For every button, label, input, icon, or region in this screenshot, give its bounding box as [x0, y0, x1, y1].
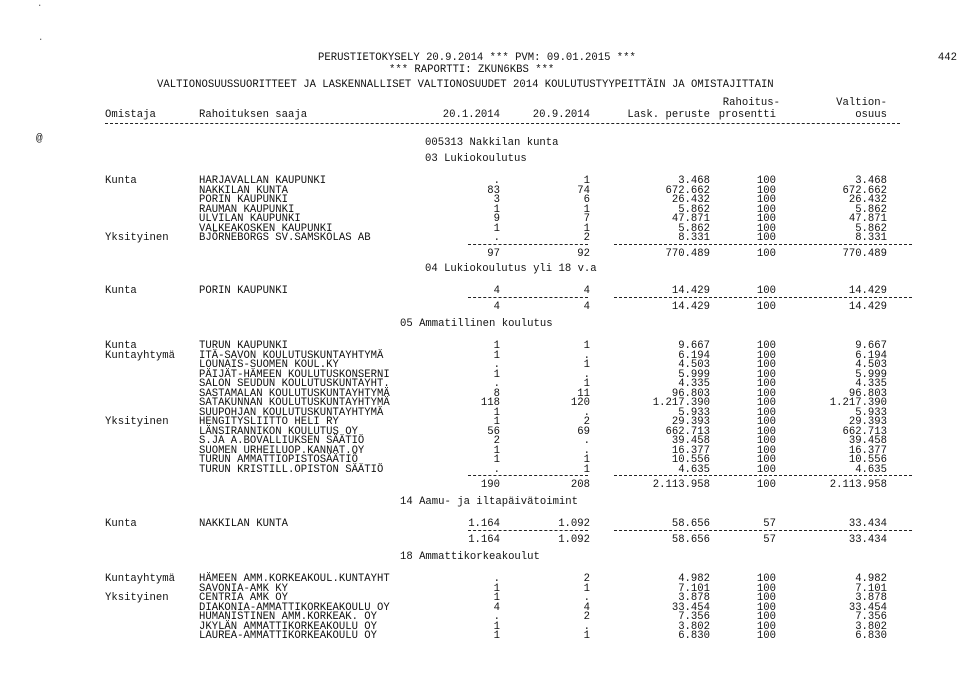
row-base: 14.429 [671, 285, 710, 297]
row-name: VALKEAKOSKEN KAUPUNKI [199, 222, 333, 235]
row-name: HENGITYSLIITTO HELI RY [199, 416, 339, 428]
row-name: HÄMEEN AMM.KORKEAKOUL.KUNTAYHT [199, 573, 390, 585]
row-pct: 100 [756, 285, 776, 297]
row-owner: Yksityinen [105, 232, 169, 244]
row-d1: 1 [493, 620, 500, 633]
row-share: 7.101 [855, 582, 887, 595]
row-base: 26.432 [671, 194, 710, 206]
row-share: 4.503 [855, 359, 887, 371]
row-pct: 100 [756, 573, 776, 585]
row-d2: 2 [583, 611, 590, 623]
header-separator [105, 123, 900, 124]
row-name: LAUREA-AMMATTIKORKEAKOULU OY [199, 630, 378, 642]
row-pct: 100 [756, 592, 776, 604]
row-share: 9.667 [855, 340, 887, 352]
total-base: 14.429 [671, 300, 710, 313]
report-subtitle: VALTIONOSUUSSUORITTEET JA LASKENNALLISET VALTIONOSUUDET 2014 KOULUTUSTYYPEITTÄIN JA OMISTAJITTAIN [157, 79, 774, 91]
page-number: 442 [937, 52, 957, 64]
row-base: 4.503 [678, 359, 710, 371]
row-pct: 100 [756, 406, 776, 419]
total-d1: 97 [487, 247, 500, 260]
row-share: 39.458 [848, 435, 887, 447]
row-owner: Kuntayhtymä [105, 349, 175, 362]
row-share: 5.933 [855, 406, 887, 419]
row-d2: 74 [577, 184, 590, 197]
scan-dot: · [37, 1, 43, 11]
col-osuus: osuus [855, 109, 887, 121]
row-d2: 2 [583, 416, 590, 428]
row-d1: . [493, 359, 500, 371]
row-base: 33.454 [671, 601, 710, 614]
row-name: TURUN KAUPUNKI [199, 340, 289, 352]
row-d1: 1 [493, 582, 500, 595]
total-pct: 100 [756, 300, 776, 313]
row-d2: 11 [577, 387, 590, 400]
scan-dot-2: · [38, 35, 44, 45]
row-pct: 100 [756, 463, 776, 476]
row-name: NAKKILAN KUNTA [199, 518, 289, 530]
row-pct: 57 [763, 518, 776, 530]
total-share: 33.434 [848, 533, 887, 546]
row-pct: 100 [756, 397, 776, 409]
row-owner: Yksityinen [105, 416, 169, 428]
row-name: S.JA A.BOVALLIUKSEN SÄÄTIÖ [199, 435, 365, 447]
row-base: 4.335 [678, 378, 710, 390]
row-d2: 7 [583, 213, 590, 225]
row-d1: 1 [493, 222, 500, 235]
row-share: 26.432 [848, 194, 887, 206]
row-pct: 100 [756, 444, 776, 457]
row-pct: 100 [756, 416, 776, 428]
total-share: 2.113.958 [829, 479, 887, 491]
total-d2: 92 [577, 247, 590, 260]
row-share: 3.878 [855, 592, 887, 604]
row-pct: 100 [756, 349, 776, 362]
row-share: 96.803 [848, 387, 887, 400]
row-d2: 1 [583, 378, 590, 390]
row-pct: 100 [756, 368, 776, 381]
row-pct: 100 [756, 232, 776, 244]
row-d1: 1 [493, 203, 500, 216]
row-share: 5.862 [855, 203, 887, 216]
row-d1: . [493, 611, 500, 623]
row-name: SALON SEUDUN KOULUTUSKUNTAYHT. [199, 378, 390, 390]
total-d2: 4 [583, 300, 590, 313]
row-share: 5.862 [855, 222, 887, 235]
total-base: 770.489 [665, 247, 710, 260]
row-owner: Kuntayhtymä [105, 573, 175, 585]
total-d2: 1.092 [558, 533, 590, 546]
report-title: PERUSTIETOKYSELY 20.9.2014 *** PVM: 09.01.2015 *** [318, 52, 636, 64]
row-d1: 4 [493, 285, 500, 297]
section-title: 05 Ammatillinen koulutus [400, 318, 553, 330]
row-pct: 100 [756, 203, 776, 216]
row-base: 6.830 [678, 630, 710, 642]
at-mark: @ [36, 133, 43, 145]
row-share: 7.356 [855, 611, 887, 623]
row-base: 1.217.390 [652, 397, 710, 409]
row-share: 672.662 [842, 184, 887, 197]
row-owner: Kunta [105, 518, 137, 530]
section-title: 04 Lukiokoulutus yli 18 v.a [425, 263, 597, 275]
row-share: 33.434 [848, 518, 887, 530]
row-d2: . [583, 435, 590, 447]
row-base: 3.468 [678, 175, 710, 187]
row-base: 672.662 [665, 184, 710, 197]
row-d2: . [583, 368, 590, 381]
row-d1: . [493, 175, 500, 187]
row-d2: 1 [583, 340, 590, 352]
row-name: HUMANISTINEN AMM.KORKEAK. OY [199, 611, 378, 623]
row-base: 3.878 [678, 592, 710, 604]
row-d1: 1 [493, 406, 500, 419]
col-rahoitus-1: Rahoitus- [722, 97, 780, 109]
row-name: SUUPOHJAN KOULUTUSKUNTAYHTYMÄ [199, 406, 384, 419]
row-name: ITÄ-SAVON KOULUTUSKUNTAYHTYMÄ [199, 349, 384, 362]
separator-line [614, 530, 912, 531]
row-name: LÄNSIRANNIKON KOULUTUS OY [199, 425, 358, 438]
row-base: 8.331 [678, 232, 710, 244]
col-date-2: 20.9.2014 [532, 109, 590, 121]
row-d1: 1 [493, 349, 500, 362]
municipality-heading: 005313 Nakkilan kunta [425, 137, 559, 149]
row-name: TURUN AMMATTIOPISTOSÄÄTIÖ [199, 454, 358, 466]
row-share: 3.468 [855, 175, 887, 187]
row-share: 3.802 [855, 620, 887, 633]
separator-line [468, 530, 588, 531]
row-owner: Yksityinen [105, 592, 169, 604]
separator-line [468, 297, 588, 298]
row-pct: 100 [756, 213, 776, 225]
separator-line [468, 244, 588, 245]
row-name: PÄIJÄT-HÄMEEN KOULUTUSKONSERNI [199, 368, 390, 381]
row-base: 7.101 [678, 582, 710, 595]
row-base: 662.713 [665, 425, 710, 438]
row-share: 16.377 [848, 444, 887, 457]
row-d1: 8 [493, 387, 500, 400]
row-d2: . [583, 349, 590, 362]
row-name: SAVONIA-AMK KY [199, 582, 289, 595]
row-d1: . [493, 378, 500, 390]
row-d1: 83 [487, 184, 500, 197]
row-d1: 1 [493, 630, 500, 642]
row-pct: 100 [756, 620, 776, 633]
row-base: 6.194 [678, 349, 710, 362]
row-d1: 3 [493, 194, 500, 206]
row-d2: 2 [583, 232, 590, 244]
row-base: 5.862 [678, 203, 710, 216]
row-share: 33.454 [848, 601, 887, 614]
row-base: 29.393 [671, 416, 710, 428]
row-base: 4.982 [678, 573, 710, 585]
row-d1: 1 [493, 592, 500, 604]
row-name: BJÖRNEBORGS SV.SAMSKOLAS AB [199, 232, 371, 244]
row-d2: 120 [570, 397, 590, 409]
total-share: 770.489 [842, 247, 887, 260]
row-d1: 1 [493, 340, 500, 352]
total-d2: 208 [570, 479, 590, 491]
row-pct: 100 [756, 340, 776, 352]
row-share: 29.393 [848, 416, 887, 428]
row-d2: 1 [583, 203, 590, 216]
row-d1: 118 [480, 397, 500, 409]
row-pct: 100 [756, 630, 776, 642]
row-share: 4.335 [855, 378, 887, 390]
row-name: NAKKILAN KUNTA [199, 184, 289, 197]
row-d2: 1 [583, 463, 590, 476]
row-d2: 1 [583, 222, 590, 235]
row-d2: 1.092 [558, 518, 590, 530]
row-d2: 1 [583, 454, 590, 466]
row-share: 4.635 [855, 463, 887, 476]
row-share: 8.331 [855, 232, 887, 244]
row-owner: Kunta [105, 285, 137, 297]
row-name: CENTRIA AMK OY [199, 592, 289, 604]
row-base: 5.933 [678, 406, 710, 419]
row-share: 6.830 [855, 630, 887, 642]
row-base: 3.802 [678, 620, 710, 633]
row-base: 96.803 [671, 387, 710, 400]
total-d1: 190 [480, 479, 500, 491]
row-pct: 100 [756, 425, 776, 438]
row-d2: . [583, 406, 590, 419]
row-share: 47.871 [848, 213, 887, 225]
row-name: TURUN KRISTILL.OPISTON SÄÄTIÖ [199, 463, 384, 476]
col-omistaja: Omistaja [105, 109, 156, 121]
row-pct: 100 [756, 222, 776, 235]
row-d2: 1 [583, 359, 590, 371]
report-id: *** RAPORTTI: ZKUN6KBS *** [389, 64, 555, 76]
row-share: 5.999 [855, 368, 887, 381]
row-name: RAUMAN KAUPUNKI [199, 203, 295, 216]
section-title: 14 Aamu- ja iltapäivätoimint [400, 496, 579, 508]
separator-line [614, 244, 912, 245]
row-base: 5.999 [678, 368, 710, 381]
row-share: 10.556 [848, 454, 887, 466]
total-share: 14.429 [848, 300, 887, 313]
row-name: ULVILAN KAUPUNKI [199, 213, 301, 225]
row-pct: 100 [756, 194, 776, 206]
row-share: 6.194 [855, 349, 887, 362]
row-d1: 1 [493, 444, 500, 457]
row-pct: 100 [756, 435, 776, 447]
row-pct: 100 [756, 387, 776, 400]
total-d1: 1.164 [468, 533, 500, 546]
row-pct: 100 [756, 378, 776, 390]
row-share: 662.713 [842, 425, 887, 438]
row-d2: 4 [583, 601, 590, 614]
row-base: 4.635 [678, 463, 710, 476]
col-prosentti: prosentti [718, 109, 776, 121]
row-name: DIAKONIA-AMMATTIKORKEAKOULU OY [199, 601, 390, 614]
row-d2: 1 [583, 630, 590, 642]
row-base: 58.656 [671, 518, 710, 530]
col-date-1: 20.1.2014 [442, 109, 500, 121]
row-pct: 100 [756, 582, 776, 595]
row-name: SATAKUNNAN KOULUTUSKUNTAYHTYMÄ [199, 397, 390, 409]
row-pct: 100 [756, 184, 776, 197]
row-name: SASTAMALAN KOULUTUSKUNTAYHTYMÄ [199, 387, 390, 400]
col-lask-peruste: Lask. peruste [627, 109, 710, 121]
total-base: 58.656 [671, 533, 710, 546]
row-share: 1.217.390 [829, 397, 887, 409]
row-base: 16.377 [671, 444, 710, 457]
total-pct: 100 [756, 479, 776, 491]
row-d2: . [583, 592, 590, 604]
row-base: 47.871 [671, 213, 710, 225]
row-d1: . [493, 232, 500, 244]
row-name: LOUNAIS-SUOMEN KOUL.KY [199, 359, 339, 371]
row-d1: . [493, 463, 500, 476]
total-pct: 100 [756, 247, 776, 260]
row-owner: Kunta [105, 340, 137, 352]
row-d1: 9 [493, 213, 500, 225]
row-name: HARJAVALLAN KAUPUNKI [199, 175, 327, 187]
row-base: 5.862 [678, 222, 710, 235]
row-base: 7.356 [678, 611, 710, 623]
row-d1: 1 [493, 416, 500, 428]
row-d2: . [583, 444, 590, 457]
row-d2: 6 [583, 194, 590, 206]
row-name: JKYLÄN AMMATTIKORKEAKOULU OY [199, 620, 378, 633]
row-d1: . [493, 573, 500, 585]
row-share: 14.429 [848, 285, 887, 297]
row-name: PORIN KAUPUNKI [199, 285, 289, 297]
separator-line [614, 475, 912, 476]
row-share: 4.982 [855, 573, 887, 585]
row-d2: 2 [583, 573, 590, 585]
total-base: 2.113.958 [652, 479, 710, 491]
row-d2: . [583, 620, 590, 633]
total-pct: 57 [763, 533, 776, 546]
row-pct: 100 [756, 454, 776, 466]
row-base: 9.667 [678, 340, 710, 352]
separator-line [468, 475, 588, 476]
row-pct: 100 [756, 601, 776, 614]
row-name: PORIN KAUPUNKI [199, 194, 289, 206]
row-base: 10.556 [671, 454, 710, 466]
row-d2: 1 [583, 582, 590, 595]
row-pct: 100 [756, 611, 776, 623]
row-name: SUOMEN URHEILUOP.KANNAT.OY [199, 444, 365, 457]
row-d1: 1.164 [468, 518, 500, 530]
total-d1: 4 [493, 300, 500, 313]
row-pct: 100 [756, 175, 776, 187]
separator-line [614, 297, 912, 298]
row-d1: 1 [493, 368, 500, 381]
row-d1: 4 [493, 601, 500, 614]
row-d2: 69 [577, 425, 590, 438]
row-d2: 1 [583, 175, 590, 187]
row-pct: 100 [756, 359, 776, 371]
row-base: 39.458 [671, 435, 710, 447]
section-title: 03 Lukiokoulutus [425, 153, 527, 165]
col-rahoituksen-saaja: Rahoituksen saaja [199, 109, 308, 121]
col-valtion-1: Valtion- [836, 97, 887, 109]
row-d1: 2 [493, 435, 500, 447]
row-d1: 1 [493, 454, 500, 466]
row-owner: Kunta [105, 175, 137, 187]
row-d1: 56 [487, 425, 500, 438]
row-d2: 4 [583, 285, 590, 297]
section-title: 18 Ammattikorkeakoulut [400, 551, 540, 563]
